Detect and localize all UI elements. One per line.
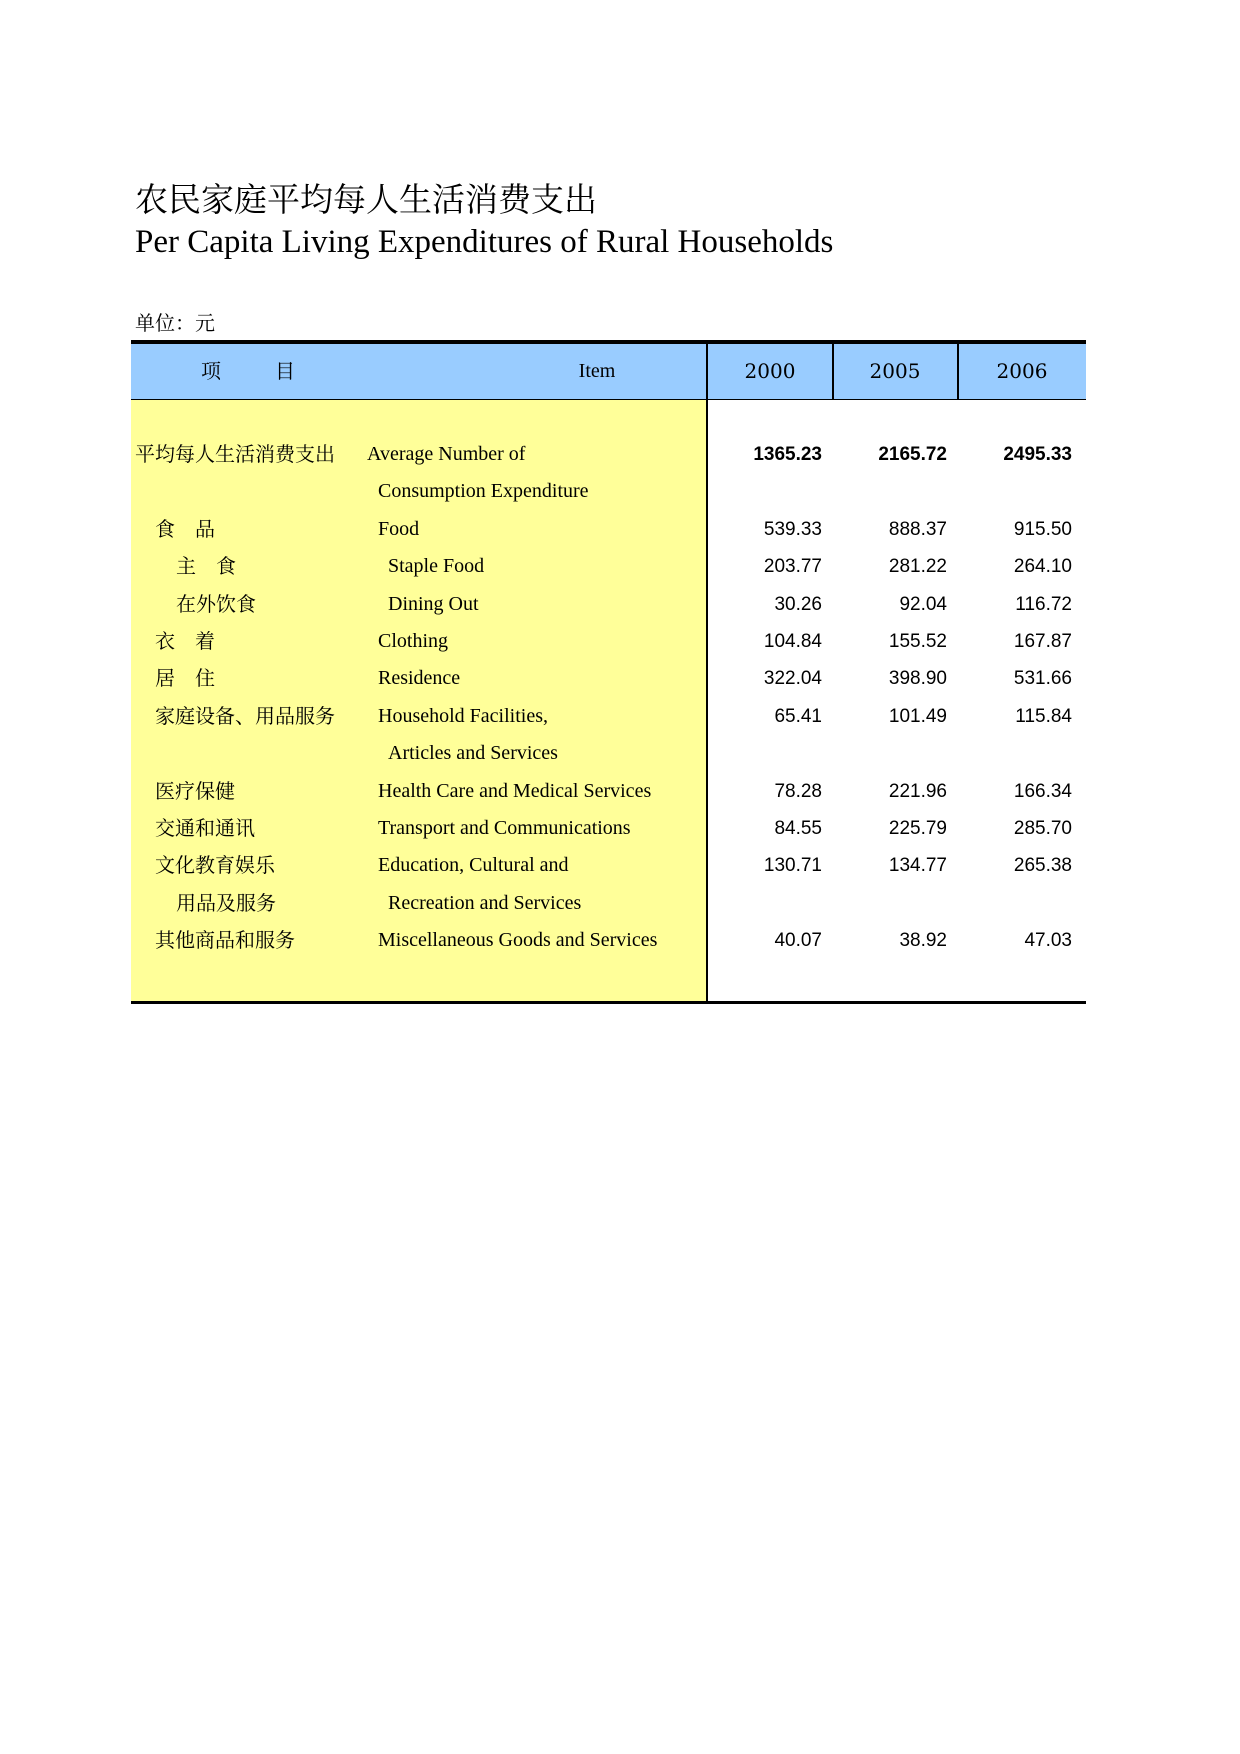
row-value-2005: 2165.72 — [878, 444, 947, 465]
row-value-2005: 92.04 — [899, 593, 947, 615]
row-item-en: Dining Out — [388, 592, 479, 615]
table-row — [0, 698, 1072, 735]
row-value-2000: 104.84 — [763, 631, 822, 652]
row-item-en: Household Facilities, — [378, 704, 548, 727]
header-item-zh-1: 项 — [201, 359, 221, 383]
row-value-2005: 888.37 — [888, 518, 947, 540]
row-value-2006: 2495.33 — [1003, 444, 1072, 465]
row-value-2000: 539.33 — [763, 518, 822, 540]
row-value-2000: 322.04 — [763, 668, 822, 690]
row-item-zh: 文化教育娱乐 — [155, 853, 275, 878]
row-value-2005: 38.92 — [899, 930, 947, 952]
row-value-2006: 265.38 — [1013, 855, 1072, 877]
row-item-zh: 食 品 — [155, 516, 215, 541]
row-item-en: Residence — [378, 667, 461, 690]
row-item-en: Articles and Services — [388, 742, 558, 765]
row-value-2000: 65.41 — [774, 705, 822, 727]
row-value-2005: 225.79 — [888, 818, 947, 839]
row-value-2000: 30.26 — [774, 593, 822, 615]
row-value-2000: 203.77 — [763, 556, 822, 578]
row-value-2000: 84.55 — [774, 818, 822, 839]
row-value-2006: 115.84 — [1015, 705, 1072, 727]
table-row — [0, 473, 955, 510]
table-row — [0, 735, 955, 772]
table-row — [0, 623, 1072, 660]
table-header — [131, 344, 1086, 400]
row-value-2006: 915.50 — [1013, 518, 1072, 540]
page-title-english: Per Capita Living Expenditures of Rural Households — [135, 224, 834, 260]
header-year-2006: 2006 — [996, 359, 1048, 383]
row-item-en: Food — [378, 517, 420, 540]
row-value-2000: 130.71 — [763, 855, 822, 877]
row-value-2006: 47.03 — [1024, 930, 1072, 952]
header-item-en: Item — [578, 360, 616, 382]
row-item-zh: 交通和通讯 — [155, 816, 255, 840]
row-item-en: Consumption Expenditure — [378, 480, 589, 503]
row-item-en: Transport and Communications — [378, 817, 631, 839]
table-row — [0, 885, 955, 922]
table-row — [0, 660, 1072, 697]
table-row — [0, 922, 1072, 959]
table-row — [0, 436, 1072, 473]
table-row — [0, 586, 1072, 623]
row-item-zh: 家庭设备、用品服务 — [155, 703, 335, 728]
row-item-en: Staple Food — [388, 555, 485, 578]
row-item-zh: 在外饮食 — [176, 591, 256, 616]
row-value-2005: 101.49 — [888, 705, 947, 727]
row-item-en: Education, Cultural and — [378, 854, 569, 877]
row-item-zh: 衣 着 — [155, 629, 215, 653]
table-row — [0, 810, 1072, 847]
row-item-zh: 医疗保健 — [155, 778, 235, 803]
page-title-chinese: 农民家庭平均每人生活消费支出 — [135, 180, 597, 219]
row-item-zh: 居 住 — [155, 666, 215, 691]
row-item-en: Miscellaneous Goods and Services — [378, 929, 658, 952]
row-value-2006: 531.66 — [1013, 668, 1072, 690]
row-value-2005: 134.77 — [888, 855, 947, 877]
unit-label: 单位：元 — [135, 311, 215, 335]
row-item-zh: 其他商品和服务 — [155, 928, 295, 953]
row-item-en: Clothing — [378, 630, 449, 652]
row-item-zh: 主 食 — [176, 554, 236, 579]
header-year-2000: 2000 — [744, 359, 796, 383]
row-item-zh: 用品及服务 — [176, 890, 276, 915]
table-row — [0, 548, 1072, 585]
row-value-2005: 398.90 — [888, 668, 947, 690]
column-divider-2005 — [957, 344, 959, 400]
row-value-2000: 78.28 — [774, 780, 822, 802]
table-bottom-rule — [131, 1001, 1086, 1004]
table-row — [0, 847, 1072, 884]
row-value-2006: 116.72 — [1015, 593, 1072, 615]
row-item-en: Recreation and Services — [388, 891, 582, 914]
header-year-2005: 2005 — [869, 359, 921, 383]
row-value-2000: 40.07 — [774, 930, 822, 952]
header-item-zh-2: 目 — [275, 359, 295, 383]
row-item-zh: 平均每人生活消费支出 — [135, 442, 335, 466]
row-item-en: Average Number of — [367, 443, 526, 465]
row-value-2000: 1365.23 — [753, 444, 822, 465]
row-value-2006: 264.10 — [1013, 556, 1072, 578]
table-row — [0, 773, 1072, 810]
row-value-2006: 167.87 — [1013, 631, 1072, 652]
row-value-2006: 166.34 — [1013, 780, 1072, 802]
row-value-2005: 281.22 — [888, 556, 947, 578]
table-row — [0, 511, 1072, 548]
row-item-en: Health Care and Medical Services — [378, 779, 652, 802]
row-value-2005: 155.52 — [888, 631, 947, 652]
row-value-2005: 221.96 — [888, 780, 947, 802]
row-value-2006: 285.70 — [1013, 818, 1072, 839]
column-divider-2000 — [832, 344, 834, 400]
